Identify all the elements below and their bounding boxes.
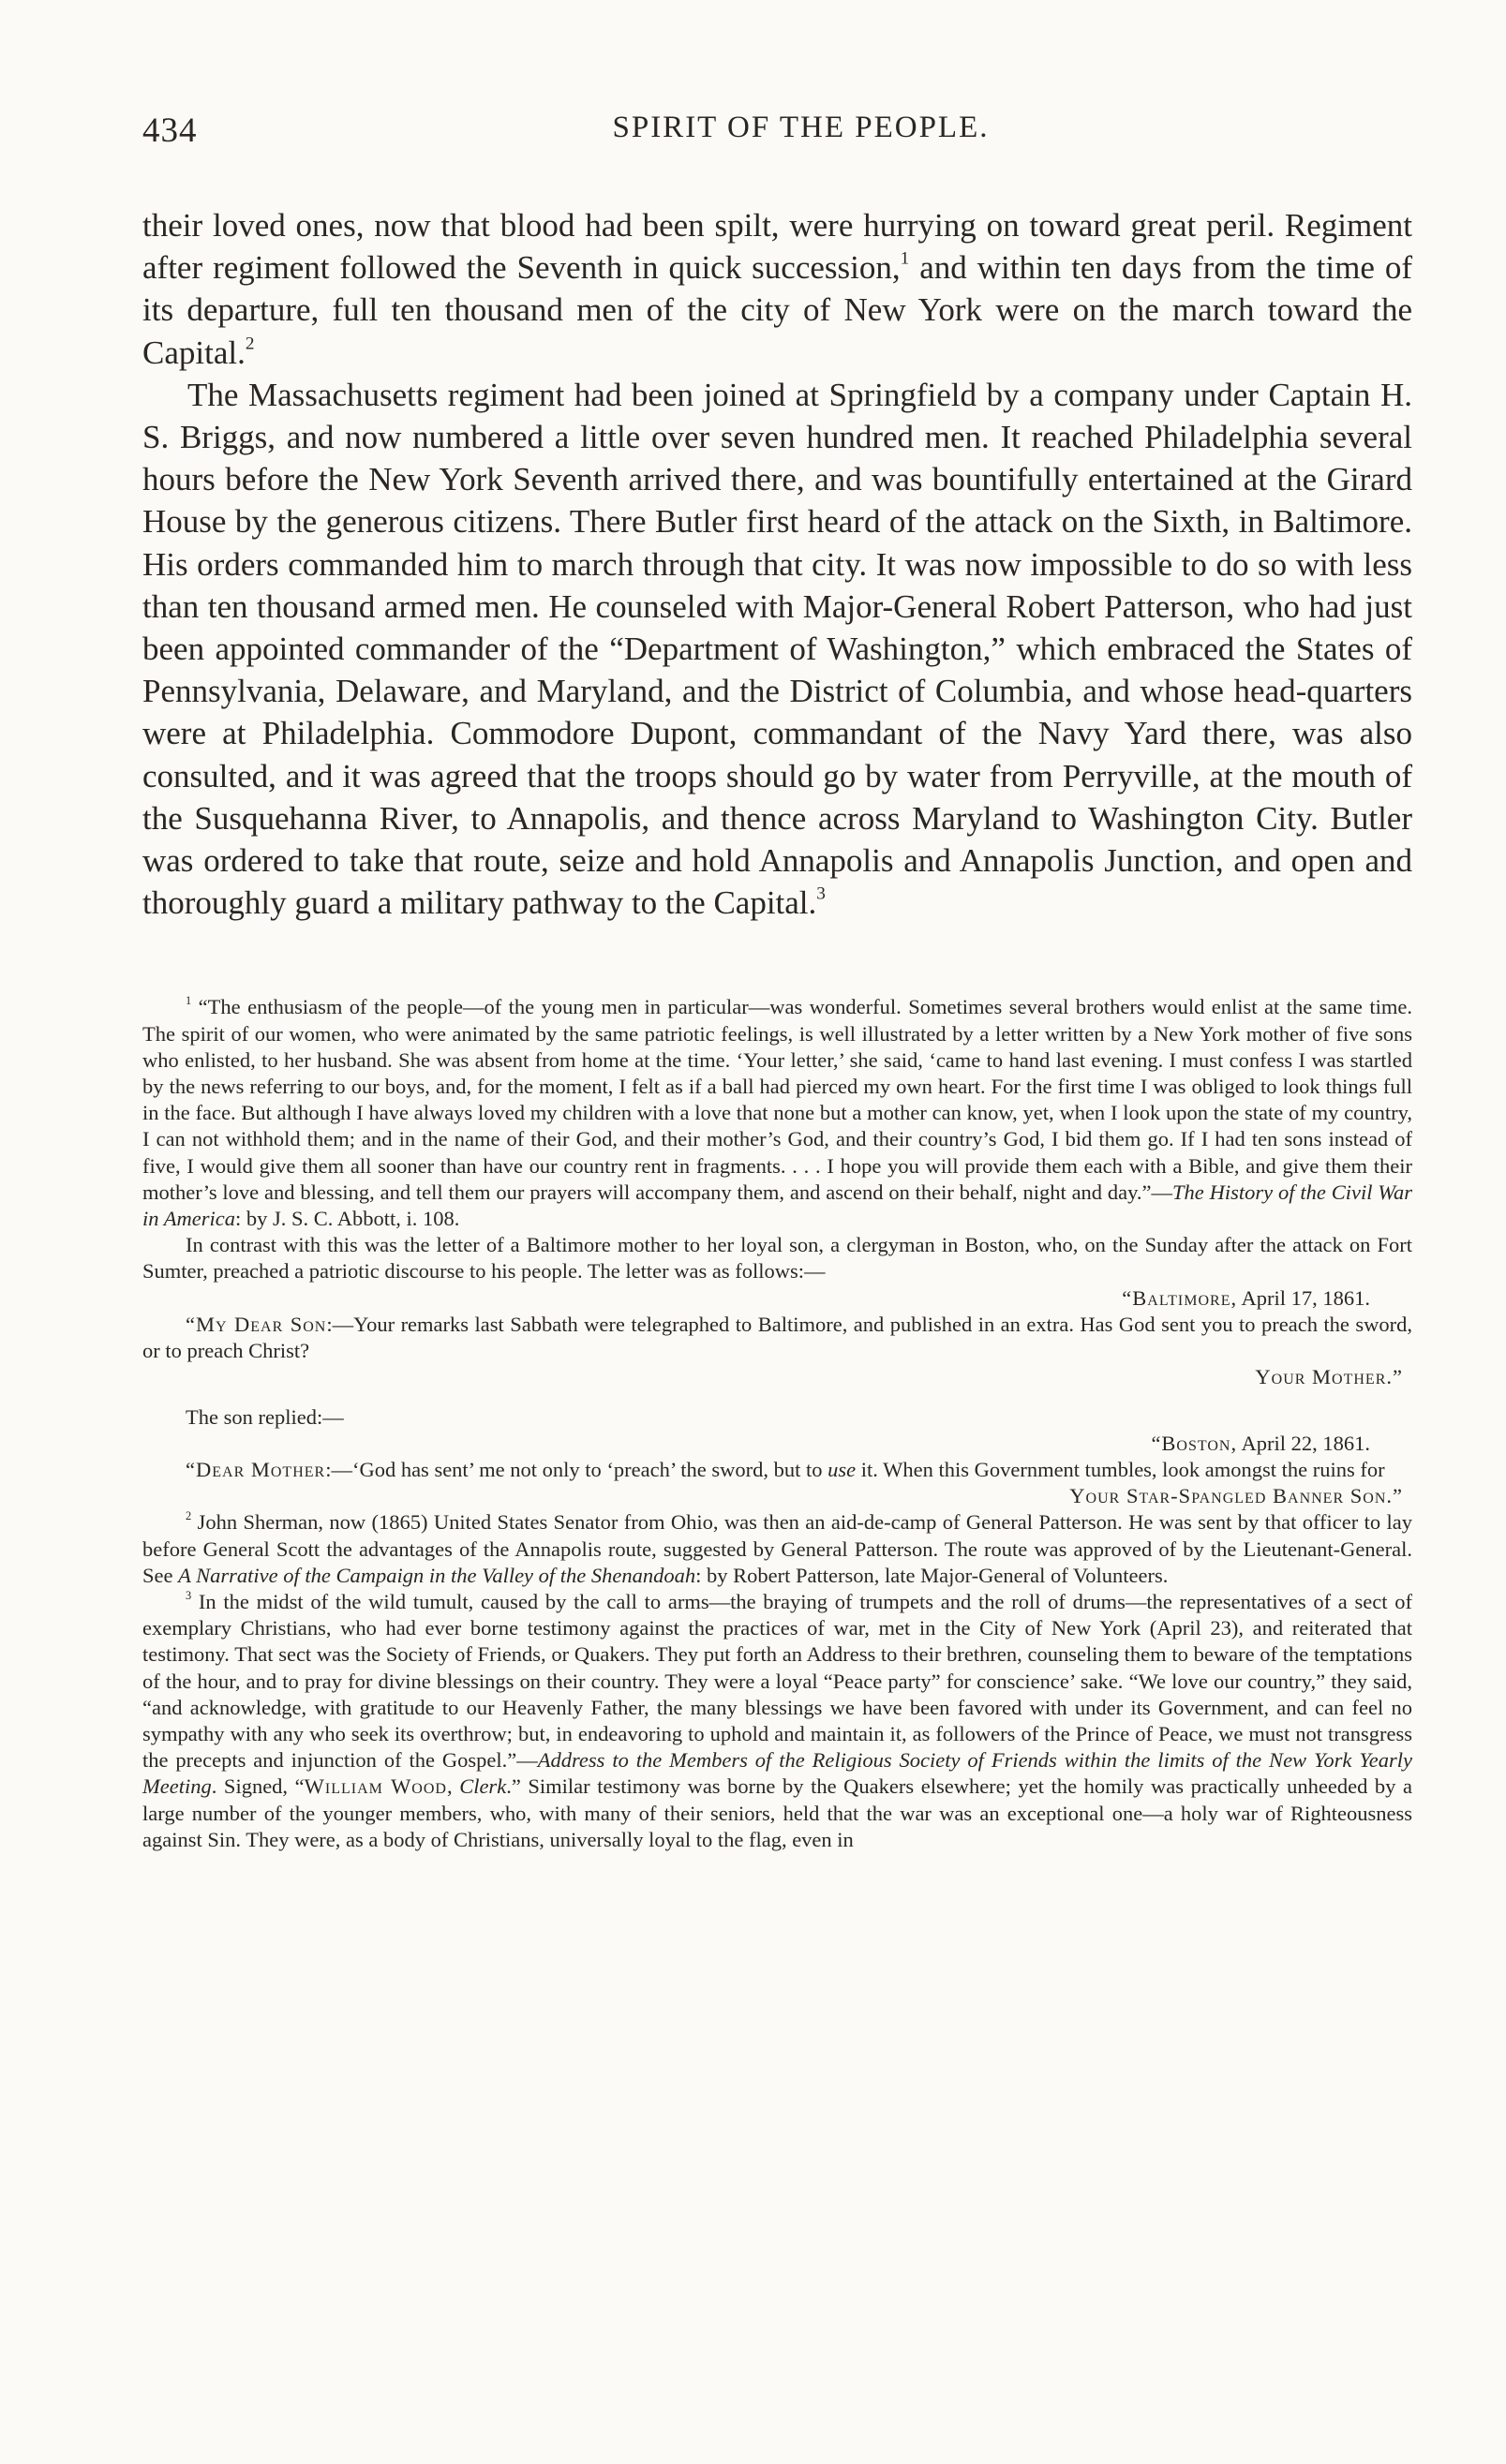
son-replied: The son replied:—: [186, 1404, 344, 1429]
letter-2-dateline: “Boston, April 22, 1861.: [1151, 1431, 1370, 1455]
footnote-mark-3: 3: [186, 1589, 192, 1603]
footnotes: [142, 994, 1412, 1853]
footnote-2: $^2$ John Sherman, now (1865) United States Senator from Ohio, was then an aid-de-camp of General Patterson. He was sent by that officer to lay before General Scott the advantages of the Annapolis route, suggested by General Patterson. The route was approved of by the Lieutenant-General. See A Narrative of the Campaign in the Valley of the Shenandoah: by Robert Patterson, late Major-General of Volunteers.: [142, 1509, 1412, 1587]
page-number: 434: [142, 111, 198, 150]
book-title: A Narrative of the Campaign in the Valley of the Shenandoah: [178, 1563, 696, 1587]
letter-1-signature: Your Mother.”: [1255, 1365, 1403, 1389]
footnote-mark-1: 1: [186, 994, 192, 1008]
document-title: Address to the Members of the Religious Society of Friends within the limits of the New York Yearly Meeting: [142, 1748, 1413, 1799]
main-text: [142, 204, 1412, 924]
footnote-3: $^3$ In the midst of the wild tumult, caused by the call to arms—the braying of trumpets and the roll of drums—the representatives of a sect of exemplary Christians, who had ever borne testimony against the practices of war, met in the City of New York (April 23), and reiterated that testimony. That sect was the Society of Friends, or Quakers. They put forth an Address to their brethren, counseling them to beware of the temptations of the hour, and to pray for divine blessings on their country. They were a loyal “Peace party” for conscience’ sake. “We love our country,” they said, “and acknowledge, with gratitude to our Heavenly Father, the many blessings we have been favored with under its Government, and can feel no sympathy with any who seek its overthrow; but, in endeavoring to uphold and maintain it, as followers of the Prince of Peace, we must not transgress the precepts and injunction of the Gospel.”—Address to the Members of the Religious Society of Friends within the limits of the New York Yearly Meeting. Signed, “William Wood, Clerk.” Similar testimony was borne by the Quakers elsewhere; yet the homily was practically unheeded by a large number of the younger members, who, with many of their seniors, held that the war was an exceptional one—a holy war of Righteousness against Sin. They were, as a body of Christians, universally loyal to the flag, even in: [142, 1589, 1413, 1851]
running-head: SPIRIT OF THE PEOPLE.: [612, 111, 990, 144]
book-title: The History of the Civil War in America: [142, 1180, 1412, 1231]
footnote-ref-3[interactable]: 3: [816, 883, 826, 904]
letter-1-signature-line: [142, 1364, 1412, 1390]
letter-1-body: “My Dear Son:—Your remarks last Sabbath were telegraphed to Baltimore, and published in an extra. Has God sent you to preach the sword, or to preach Christ?: [142, 1312, 1413, 1363]
footnote-ref-1[interactable]: 1: [900, 248, 910, 269]
footnote-1-contrast: In contrast with this was the letter of a Baltimore mother to her loyal son, a clergyman in Boston, who, on the Sunday after the attack on Fort Sumter, preached a patriotic discourse to his people. The letter was as follows:—: [142, 1233, 1412, 1284]
paragraph-1: their loved ones, now that blood had been spilt, were hurrying on toward great peril. Regiment after regiment followed the Seventh in quick succession,$^1$ and within ten days from the time of its departure, full ten thousand men of the city of New York were on the march toward the Capital.$^2$: [142, 207, 1412, 371]
footnote-ref-2[interactable]: 2: [245, 334, 255, 354]
page-header: [142, 111, 1412, 167]
paragraph-2: The Massachusetts regiment had been joined at Springfield by a company under Captain H. S. Briggs, and now numbered a little over seven hundred men. It reached Philadelphia several hours before the New York Seventh arrived there, and was bountifully entertained at the Girard House by the generous citizens. There Butler first heard of the attack on the Sixth, in Baltimore. His orders commanded him to march through that city. It was now impossible to do so with less than ten thousand armed men. He counseled with Major-General Robert Patterson, who had just been appointed commander of the “Department of Washington,” which embraced the States of Pennsylvania, Delaware, and Maryland, and the District of Columbia, and whose head-quarters were at Philadelphia. Commodore Dupont, commandant of the Navy Yard there, was also consulted, and it was agreed that the troops should go by water from Perryville, at the mouth of the Susquehanna River, to Annapolis, and thence across Maryland to Washington City. Butler was ordered to take that route, seize and hold Annapolis and Annapolis Junction, and open and thoroughly guard a military pathway to the Capital.$^3$: [142, 376, 1412, 922]
footnote-1: $^1$ “The enthusiasm of the people—of the young men in particular—was wonderful. Sometimes several brothers would enlist at the same time. The spirit of our women, who were animated by the same patriotic feelings, is well illustrated by a letter written by a New York mother of five sons who enlisted, to her husband. She was absent from home at the time. ‘Your letter,’ she said, ‘came to hand last evening. I must confess I was startled by the news referring to our boys, and, for the moment, I felt as if a ball had pierced my own heart. For the first time I was obliged to look things full in the face. But although I have always loved my children with a love that none but a mother can know, yet, when I look upon the state of my country, I can not withhold them; and in the name of their God, and their mother’s God, and their country’s God, I bid them go. If I had ten sons instead of five, I would give them all sooner than have our country rent in fragments. . . . I hope you will provide them each with a Bible, and give them their mother’s love and blessing, and tell them our prayers will accompany them, and ascend on their behalf, night and day.”—The History of the Civil War in America: by J. S. C. Abbott, i. 108.: [142, 994, 1412, 1231]
letter-2-signature: Your Star-Spangled Banner Son.”: [1069, 1484, 1403, 1508]
footnote-mark-2: 2: [186, 1509, 192, 1523]
letter-2-signature-line: [142, 1483, 1412, 1509]
letter-2-body: “Dear Mother:—‘God has sent’ me not only to ‘preach’ the sword, but to use it. When this Government tumbles, look amongst the ruins for: [186, 1457, 1385, 1481]
letter-1-dateline: “Baltimore, April 17, 1861.: [1122, 1285, 1370, 1310]
